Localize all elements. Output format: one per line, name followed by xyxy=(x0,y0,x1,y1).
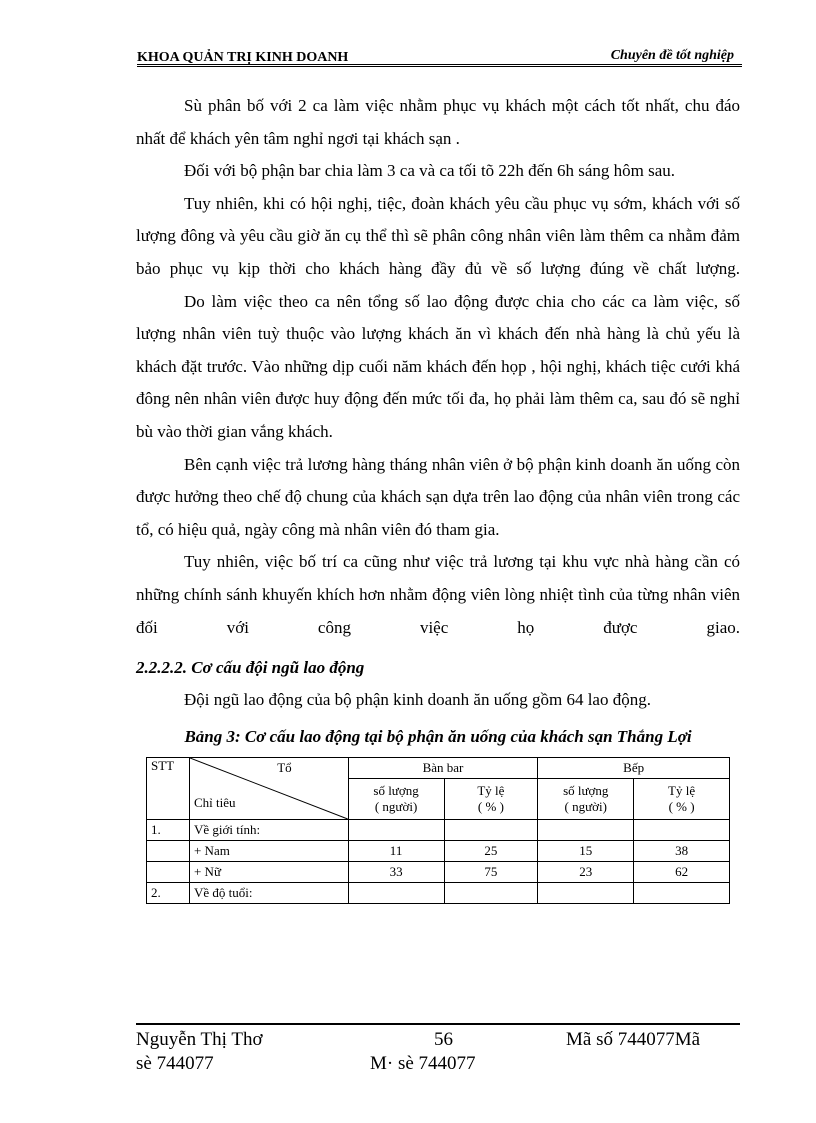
paragraph-2: Đối với bộ phận bar chia làm 3 ca và ca tối tõ 22h đến 6h sáng hôm sau. xyxy=(184,161,676,181)
paragraph-4: Do làm việc theo ca nên tổng số lao động được chia cho các ca làm việc, số lượng nhân viên tuỳ thuộc vào lượng khách ăn vì khách đến nhà hàng là chủ yếu là khách đặt trước. Vào những dịp cuối năm khách đến họp , hội nghị, khách tiệc cưới khá đông nên nhân viên được huy động đến mức tối đa, họ phải làm thêm ca, sau đó sẽ nghỉ bù vào thời gian vắng khách. xyxy=(136,291,740,441)
header-doc-type: Chuyên đề tốt nghiệp xyxy=(610,48,734,63)
paragraph-3: Tuy nhiên, khi có hội nghị, tiệc, đoàn khách yêu cầu phục vụ sớm, khách với số lượng đông và yêu cầu giờ ăn cụ thể thì sẽ phân công nhân viên làm thêm ca nhằm đảm bảo phục vụ kịp thời cho khách hàng đầy đủ về số lượng đúng về chất lượng. xyxy=(136,193,740,278)
footer-author: Nguyễn Thị Thơ xyxy=(136,1029,263,1050)
header-chitieu: Chỉ tiêu xyxy=(193,794,236,810)
page-header xyxy=(137,48,742,66)
table-row: 2. Về độ tuổi: xyxy=(147,882,730,903)
subheader-ratio-2: Tỷ lệ ( % ) xyxy=(634,778,730,819)
table-row: 1. Về giới tính: xyxy=(147,819,730,840)
header-diagonal-cell xyxy=(189,757,348,819)
footer-page-number: 56 xyxy=(434,1029,453,1050)
subheader-count-1: số lượng ( người) xyxy=(348,778,444,819)
footer-line-2 xyxy=(136,1053,740,1077)
section-title: 2.2.2.2. Cơ cấu đội ngũ lao động xyxy=(136,658,365,678)
page-body xyxy=(136,90,740,904)
table-row: + Nữ 33 75 23 62 xyxy=(147,861,730,882)
footer-line-1 xyxy=(136,1029,740,1053)
paragraph-6: Tuy nhiên, việc bố trí ca cũng như việc trả lương tại khu vực nhà hàng cần có những chính sánh khuyến khích hơn nhằm động viên lòng nhiệt tình của từng nhân viên đối với công việc họ được giao. xyxy=(136,552,740,637)
footer-code: Mã số 744077Mã xyxy=(566,1029,701,1050)
table-header-row xyxy=(147,757,730,778)
header-group-bep: Bếp xyxy=(538,757,730,778)
labor-structure-table xyxy=(146,757,730,904)
section-intro: Đội ngũ lao động của bộ phận kinh doanh ăn uống gồm 64 lao động. xyxy=(184,690,651,710)
footer-code-mid: M· sè 744077 xyxy=(370,1053,476,1074)
header-rule xyxy=(137,64,742,67)
header-to: Tổ xyxy=(277,759,292,775)
subheader-count-2: số lượng ( người) xyxy=(538,778,634,819)
subheader-ratio-1: Tỷ lệ ( % ) xyxy=(444,778,538,819)
table-row: + Nam 11 25 15 38 xyxy=(147,840,730,861)
page-footer xyxy=(136,1023,740,1077)
paragraph-5: Bên cạnh việc trả lương hàng tháng nhân viên ở bộ phận kinh doanh ăn uống còn được hưởng theo chế độ chung của khách sạn dựa trên lao động của nhân viên trong các tổ, có hiệu quả, ngày công mà nhân viên đó tham gia. xyxy=(136,454,740,539)
header-stt: STT xyxy=(147,757,190,819)
footer-code-cont: sè 744077 xyxy=(136,1053,214,1074)
table-title: Bảng 3: Cơ cấu lao động tại bộ phận ăn uống của khách sạn Thắng Lợi xyxy=(184,726,692,746)
header-faculty: KHOA QUẢN TRỊ KINH DOANH xyxy=(137,50,349,65)
header-group-banbar: Bàn bar xyxy=(348,757,538,778)
footer-rule xyxy=(136,1023,740,1025)
paragraph-1: Sù phân bố với 2 ca làm việc nhằm phục vụ khách một cách tốt nhất, chu đáo nhất để khách yên tâm nghỉ ngơi tại khách sạn . xyxy=(136,96,740,148)
